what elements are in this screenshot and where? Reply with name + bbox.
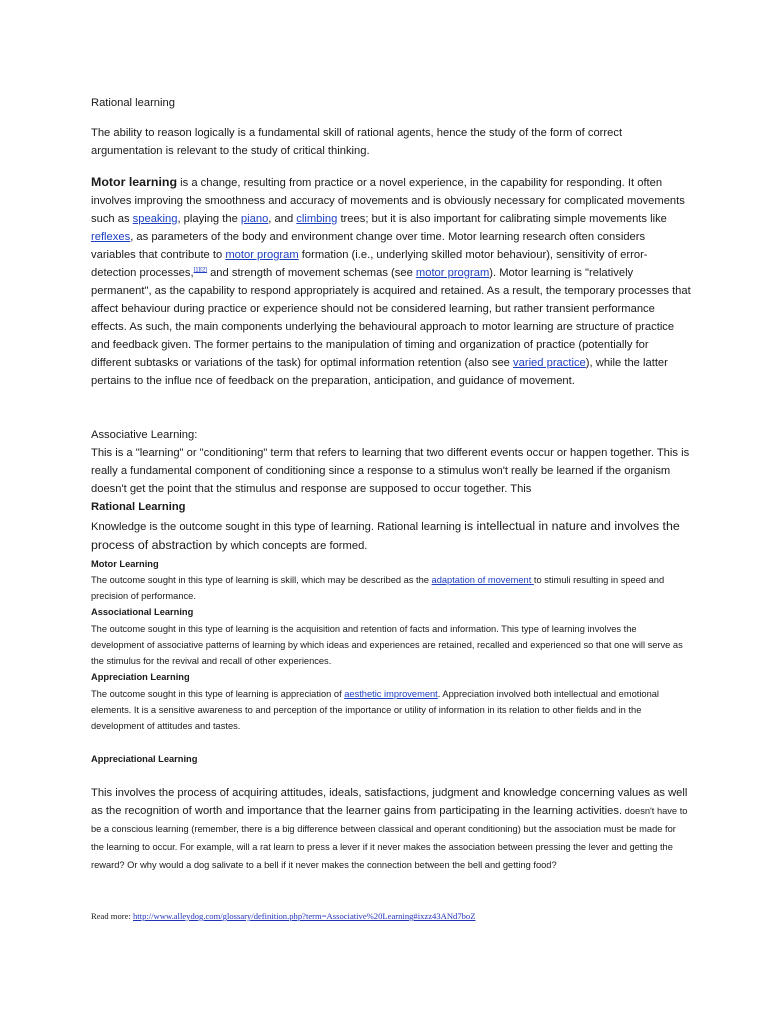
associative-learning-heading: Associative Learning: (91, 429, 198, 441)
motor-learning-heading: Motor Learning (91, 559, 159, 569)
text-span: is a change, resulting from practice or a novel experience, in the capability for responding. It often involves improving the smoothness and accuracy of movements and is obviously necessary for complicated movements such as (91, 177, 685, 225)
text-span: Knowledge is the outcome sought in this type of learning. Rational learning (91, 521, 465, 533)
link-motor-program[interactable]: motor program (225, 249, 299, 261)
rational-learning-heading: Rational Learning (91, 501, 186, 513)
text-span: , and (268, 213, 297, 225)
text-span: The outcome sought in this type of learning is skill, which may be described as the (91, 575, 432, 585)
text-span: The outcome sought in this type of learning is appreciation of (91, 689, 345, 699)
associational-learning-heading: Associational Learning (91, 607, 194, 617)
appreciational-learning-body (91, 784, 691, 874)
link-adaptation-of-movement[interactable]: adaptation of movement (431, 575, 534, 585)
link-reflexes[interactable]: reflexes (91, 231, 131, 243)
intro-paragraph: The ability to reason logically is a fundamental skill of rational agents, hence the study of the form of correct argumentation is relevant to the study of critical thinking. (91, 127, 623, 157)
text-span: . Appreciation involved both intellectual and emotional elements. It is a sensitive awareness to and perception of the importance or utility of information in its relation to other fields and in the development of attitudes and tastes. (91, 689, 659, 732)
motor-learning-paragraph (91, 173, 691, 390)
heading-rational-learning: Rational learning (91, 97, 175, 109)
text-span: by which concepts are formed. (215, 540, 368, 552)
text-span: to stimuli resulting in speed and precision of performance. (91, 575, 665, 602)
associative-learning-body: This is a "learning" or "conditioning" term that refers to learning that two different events occur or happen together. This is really a fundamental component of conditioning since a response to a stimulus won't really be learned if the organism doesn't get the point that the stimulus and response are supposed to occur together. This (91, 447, 690, 495)
motor-learning-term: Motor learning (91, 175, 178, 189)
text-span: trees; but it is also important for calibrating simple movements like (337, 213, 667, 225)
read-more-label: Read more: (91, 911, 133, 921)
text-span: , playing the (177, 213, 241, 225)
link-piano[interactable]: piano (240, 213, 269, 225)
link-aesthetic-improvement[interactable]: aesthetic improvement (344, 689, 438, 699)
link-speaking[interactable]: speaking (132, 213, 178, 225)
link-varied-practice[interactable]: varied practice (513, 357, 586, 369)
appreciation-learning-heading: Appreciation Learning (91, 672, 190, 682)
text-span: formation (i.e., underlying skilled motor behaviour), sensitivity of error-detection processes, (91, 249, 648, 279)
rational-learning-body (91, 517, 691, 555)
text-span: , as parameters of the body and environment change over time. Motor learning research often considers variables that contribute to (91, 231, 646, 261)
text-span: This involves the process of acquiring attitudes, ideals, satisfactions, judgment and knowledge concerning values as well as the recognition of worth and importance that the learner gains from participating in the learning activities. (91, 787, 688, 817)
appreciational-learning-heading: Appreciational Learning (91, 754, 198, 764)
link-climbing[interactable]: climbing (296, 213, 338, 225)
citation-link[interactable]: [1][2] (193, 267, 207, 274)
associational-learning-body: The outcome sought in this type of learning is the acquisition and retention of facts and information. This type of learning involves the development of associative patterns of learning by which ideas and experiences are retained, recalled and experienced so that one will serve as the stimulus for the revival and recall of other experiences. (91, 624, 683, 667)
text-span: and strength of movement schemas (see (206, 267, 416, 279)
text-span: is intellectual in nature and involves the process of abstraction (91, 519, 680, 552)
text-span: ). Motor learning is "relatively permanent", as the capability to respond appropriately is acquired and retained. As a result, the temporary processes that affect behaviour during practice or experience should not be considered learning, but rather transient performance effects. As such, the main components underlying the behavioural approach to motor learning are structure of practice and feedback given. The former pertains to the manipulation of timing and organization of practice (potentially for different subtasks or variations of the task) for optimal information retention (also see (91, 267, 691, 369)
read-more-line (91, 910, 691, 922)
link-motor-program-2[interactable]: motor program (415, 267, 490, 279)
text-span: doesn't have to be a conscious learning (remember, there is a big difference between classical and operant conditioning) but the association must be made for the learning to occur. For example, will a rat learn to press a lever if it never makes the association between pressing the lever and getting the reward? Or why would a dog salivate to a bell if it never makes the connection between the bell and getting food? (91, 806, 688, 870)
appreciation-learning-body (91, 686, 691, 735)
read-more-link[interactable]: http://www.alleydog.com/glossary/definition.php?term=Associative%20Learning#ixzz43ANd7boZ (133, 911, 476, 921)
text-span: ), while the latter pertains to the influe nce of feedback on the preparation, anticipation, and guidance of movement. (91, 357, 668, 387)
motor-learning-body (91, 572, 691, 604)
